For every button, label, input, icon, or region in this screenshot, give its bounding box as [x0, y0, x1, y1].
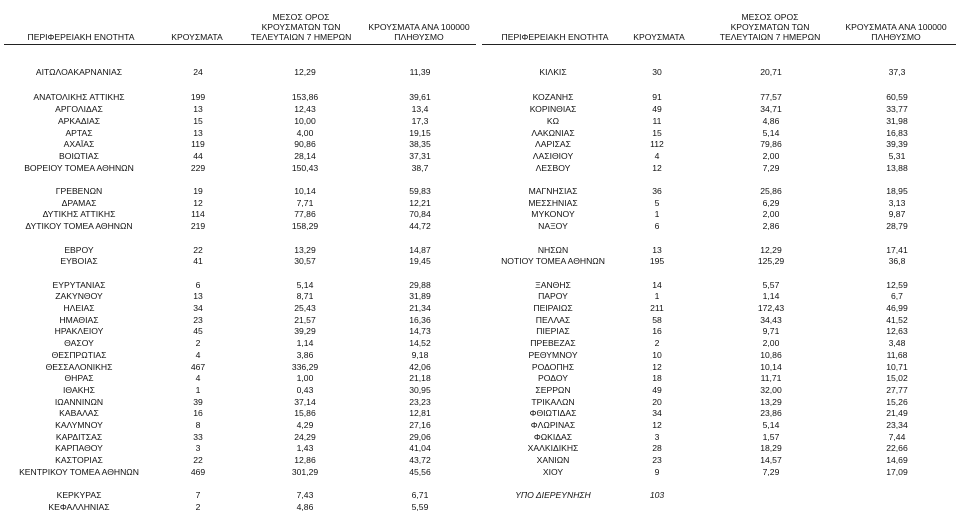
right-cell-region: ΛΑΣΙΘΙΟΥ — [532, 151, 574, 161]
left-cell-cases: 22 — [193, 245, 203, 255]
right-cell-per100k: 33,77 — [886, 104, 908, 114]
left-header-region: ΠΕΡΙΦΕΡΕΙΑΚΗ ΕΝΟΤΗΤΑ — [27, 32, 135, 42]
right-cell-avg7: 34,43 — [760, 315, 782, 325]
right-cell-avg7: 1,57 — [762, 432, 780, 442]
right-cell-region: ΚΟΖΑΝΗΣ — [532, 92, 574, 102]
right-cell-per100k: 13,88 — [886, 163, 908, 173]
right-cell-region: ΦΩΚΙΔΑΣ — [533, 432, 573, 442]
right-cell-cases: 36 — [652, 186, 662, 196]
left-cell-cases: 229 — [190, 163, 206, 173]
left-cell-avg7: 150,43 — [291, 163, 319, 173]
left-cell-cases: 8 — [195, 420, 201, 430]
left-cell-avg7: 158,29 — [291, 221, 319, 231]
left-cell-avg7: 1,43 — [296, 443, 314, 453]
right-cell-region: ΠΑΡΟΥ — [538, 291, 568, 301]
right-cell-cases: 49 — [652, 104, 662, 114]
right-cell-cases: 16 — [652, 326, 662, 336]
left-cell-cases: 45 — [193, 326, 203, 336]
right-cell-cases: 11 — [652, 116, 662, 126]
right-cell-avg7: 1,14 — [762, 291, 780, 301]
left-cell-cases: 2 — [195, 338, 201, 348]
left-cell-cases: 16 — [193, 408, 203, 418]
right-cell-per100k: 31,98 — [886, 116, 908, 126]
left-cell-cases: 114 — [191, 209, 205, 219]
left-cell-per100k: 30,95 — [409, 385, 431, 395]
left-cell-avg7: 90,86 — [294, 139, 316, 149]
left-cell-per100k: 21,18 — [409, 373, 431, 383]
left-cell-per100k: 45,56 — [409, 467, 431, 477]
left-cell-per100k: 31,89 — [409, 291, 431, 301]
left-cell-per100k: 16,36 — [409, 315, 431, 325]
right-cell-avg7: 10,14 — [760, 362, 782, 372]
right-cell-region: ΚΩ — [546, 116, 560, 126]
left-cell-cases: 3 — [195, 443, 201, 453]
left-cell-avg7: 12,29 — [294, 67, 316, 77]
right-cell-per100k: 15,02 — [886, 373, 908, 383]
right-cell-region: ΦΘΙΩΤΙΔΑΣ — [529, 408, 577, 418]
right-cell-avg7: 2,00 — [762, 151, 780, 161]
right-cell-per100k: 11,68 — [886, 350, 908, 360]
right-cell-avg7: 79,86 — [760, 139, 782, 149]
right-cell-cases: 12 — [652, 420, 662, 430]
right-cell-avg7: 32,00 — [760, 385, 782, 395]
right-cell-avg7: 6,29 — [762, 198, 780, 208]
left-cell-region: ΚΑΡΔΙΤΣΑΣ — [55, 432, 103, 442]
left-cell-avg7: 5,14 — [296, 280, 314, 290]
right-cell-per100k: 36,8 — [888, 256, 906, 266]
left-cell-cases: 34 — [193, 303, 203, 313]
left-cell-avg7: 8,71 — [296, 291, 314, 301]
left-cell-cases: 39 — [193, 397, 203, 407]
left-header-per100k-line2: ΠΛΗΘΥΣΜΟ — [394, 32, 444, 42]
right-cell-per100k: 27,77 — [886, 385, 908, 395]
right-cell-region: ΠΙΕΡΙΑΣ — [536, 326, 570, 336]
left-cell-region: ΑΡΚΑΔΙΑΣ — [57, 116, 101, 126]
right-header-avg7-line2: ΚΡΟΥΣΜΑΤΩΝ ΤΩΝ — [730, 22, 810, 32]
right-cell-region: ΧΑΛΚΙΔΙΚΗΣ — [527, 443, 579, 453]
right-cell-cases: 10 — [652, 350, 662, 360]
left-cell-avg7: 7,43 — [296, 490, 314, 500]
left-cell-avg7: 10,00 — [294, 116, 316, 126]
left-cell-region: ΕΒΡΟΥ — [64, 245, 94, 255]
right-cell-region: ΝΟΤΙΟΥ ΤΟΜΕΑ ΑΘΗΝΩΝ — [501, 256, 605, 266]
left-cell-cases: 13 — [193, 104, 203, 114]
right-cell-region: ΦΛΩΡΙΝΑΣ — [530, 420, 576, 430]
right-cell-cases: 28 — [652, 443, 662, 453]
left-cell-per100k: 38,7 — [411, 163, 429, 173]
left-cell-cases: 4 — [195, 350, 201, 360]
left-cell-region: ΚΑΡΠΑΘΟΥ — [55, 443, 103, 453]
right-cell-per100k: 16,83 — [886, 128, 908, 138]
left-cell-cases: 44 — [193, 151, 203, 161]
left-cell-avg7: 24,29 — [294, 432, 316, 442]
left-cell-cases: 23 — [193, 315, 203, 325]
right-cell-avg7: 10,86 — [760, 350, 782, 360]
left-cell-region: ΘΕΣΣΑΛΟΝΙΚΗΣ — [45, 362, 113, 372]
right-cell-cases: 1 — [654, 209, 660, 219]
right-cell-cases: 30 — [652, 67, 662, 77]
right-cell-avg7: 172,43 — [757, 303, 785, 313]
right-cell-avg7: 2,00 — [762, 338, 780, 348]
right-header-avg7 — [714, 12, 826, 42]
right-cell-avg7: 77,57 — [760, 92, 782, 102]
left-cell-region: ΚΑΒΑΛΑΣ — [59, 408, 99, 418]
left-cell-cases: 7 — [195, 490, 201, 500]
right-cell-per100k: 46,99 — [886, 303, 908, 313]
left-cell-cases: 13 — [193, 128, 203, 138]
left-cell-region: ΖΑΚΥΝΘΟΥ — [55, 291, 103, 301]
left-cell-per100k: 43,72 — [409, 455, 431, 465]
left-cell-cases: 24 — [193, 67, 203, 77]
left-cell-cases: 19 — [193, 186, 203, 196]
right-cell-per100k: 10,71 — [886, 362, 908, 372]
left-cell-cases: 2 — [195, 502, 201, 512]
right-cell-region: ΛΕΣΒΟΥ — [535, 163, 571, 173]
left-cell-cases: 1 — [195, 385, 201, 395]
left-cell-region: ΔΡΑΜΑΣ — [61, 198, 97, 208]
right-cell-cases: 195 — [649, 256, 665, 266]
left-cell-cases: 33 — [193, 432, 203, 442]
left-cell-avg7: 3,86 — [296, 350, 314, 360]
left-cell-per100k: 21,34 — [409, 303, 431, 313]
right-cell-per100k: 60,59 — [886, 92, 908, 102]
right-cell-region: ΞΑΝΘΗΣ — [535, 280, 571, 290]
right-cell-per100k: 6,7 — [891, 291, 903, 301]
left-cell-cases: 119 — [191, 139, 205, 149]
left-cell-avg7: 77,86 — [294, 209, 316, 219]
right-cell-cases: 5 — [654, 198, 660, 208]
right-cell-avg7: 20,71 — [760, 67, 782, 77]
left-header-per100k — [360, 22, 478, 42]
right-cell-avg7: 5,14 — [762, 420, 780, 430]
left-cell-region: ΚΕΦΑΛΛΗΝΙΑΣ — [48, 502, 110, 512]
left-cell-region: ΙΩΑΝΝΙΝΩΝ — [54, 397, 104, 407]
right-cell-per100k: 22,66 — [886, 443, 908, 453]
left-cell-region: ΕΥΒΟΙΑΣ — [60, 256, 98, 266]
left-cell-avg7: 336,29 — [291, 362, 319, 372]
left-cell-avg7: 37,14 — [294, 397, 316, 407]
left-cell-avg7: 4,86 — [296, 502, 314, 512]
left-cell-avg7: 12,86 — [294, 455, 316, 465]
left-cell-per100k: 14,87 — [409, 245, 431, 255]
right-cell-cases: 9 — [654, 467, 660, 477]
right-cell-region: ΡΟΔΟΥ — [538, 373, 568, 383]
left-cell-cases: 15 — [193, 116, 203, 126]
left-cell-per100k: 13,4 — [411, 104, 429, 114]
left-cell-cases: 22 — [193, 455, 203, 465]
left-cell-avg7: 301,29 — [291, 467, 319, 477]
left-header-per100k-line1: ΚΡΟΥΣΜΑΤΑ ΑΝΑ 100000 — [368, 22, 470, 32]
left-cell-region: ΗΛΕΙΑΣ — [63, 303, 95, 313]
right-cell-region: ΚΟΡΙΝΘΙΑΣ — [529, 104, 577, 114]
left-cell-region: ΗΡΑΚΛΕΙΟΥ — [54, 326, 104, 336]
left-cell-avg7: 10,14 — [294, 186, 316, 196]
right-cell-region: ΚΙΛΚΙΣ — [539, 67, 567, 77]
right-cell-cases: 211 — [650, 303, 664, 313]
right-cell-region: ΡΕΘΥΜΝΟΥ — [528, 350, 578, 360]
right-cell-per100k: 12,59 — [886, 280, 908, 290]
right-cell-avg7: 2,86 — [762, 221, 780, 231]
left-header-rule — [4, 44, 476, 45]
right-cell-cases: 12 — [652, 362, 662, 372]
left-cell-per100k: 14,52 — [409, 338, 431, 348]
right-cell-per100k: 15,26 — [886, 397, 908, 407]
right-cell-avg7: 23,86 — [760, 408, 782, 418]
right-cell-avg7: 14,57 — [760, 455, 782, 465]
left-cell-per100k: 11,39 — [409, 67, 431, 77]
left-cell-cases: 12 — [193, 198, 203, 208]
right-cell-per100k: 14,69 — [886, 455, 908, 465]
left-cell-per100k: 70,84 — [409, 209, 431, 219]
left-cell-cases: 4 — [195, 373, 201, 383]
right-cell-avg7: 11,71 — [760, 373, 782, 383]
right-cell-avg7: 13,29 — [760, 397, 782, 407]
left-cell-cases: 6 — [195, 280, 201, 290]
left-cell-per100k: 17,3 — [411, 116, 429, 126]
right-header-avg7-line1: ΜΕΣΟΣ ΟΡΟΣ — [741, 12, 799, 22]
right-cell-cases: 34 — [652, 408, 662, 418]
left-header-avg7-line1: ΜΕΣΟΣ ΟΡΟΣ — [272, 12, 330, 22]
right-cell-region: ΠΡΕΒΕΖΑΣ — [530, 338, 576, 348]
left-cell-region: ΚΕΝΤΡΙΚΟΥ ΤΟΜΕΑ ΑΘΗΝΩΝ — [19, 467, 139, 477]
left-cell-cases: 13 — [193, 291, 203, 301]
right-cell-avg7: 12,29 — [760, 245, 782, 255]
left-cell-region: ΚΑΛΥΜΝΟΥ — [55, 420, 103, 430]
left-cell-avg7: 153,86 — [291, 92, 319, 102]
left-cell-cases: 219 — [190, 221, 206, 231]
right-cell-per100k: 39,39 — [886, 139, 908, 149]
left-cell-avg7: 7,71 — [296, 198, 314, 208]
right-cell-cases: 18 — [652, 373, 662, 383]
right-cell-cases: 1 — [654, 291, 660, 301]
right-cell-avg7: 4,86 — [762, 116, 780, 126]
left-cell-region: ΚΕΡΚΥΡΑΣ — [56, 490, 102, 500]
left-cell-cases: 199 — [190, 92, 206, 102]
left-cell-per100k: 19,15 — [409, 128, 431, 138]
left-cell-region: ΑΡΓΟΛΙΔΑΣ — [55, 104, 103, 114]
left-cell-per100k: 38,35 — [409, 139, 431, 149]
right-cell-region: ΛΑΡΙΣΑΣ — [535, 139, 571, 149]
right-cell-cases: 112 — [650, 139, 664, 149]
right-cell-cases: 13 — [652, 245, 662, 255]
right-cell-avg7: 18,29 — [760, 443, 782, 453]
left-cell-region: ΘΕΣΠΡΩΤΙΑΣ — [51, 350, 107, 360]
right-cell-cases: 3 — [654, 432, 660, 442]
left-cell-region: ΒΟΡΕΙΟΥ ΤΟΜΕΑ ΑΘΗΝΩΝ — [24, 163, 134, 173]
right-cell-per100k: 17,41 — [886, 245, 908, 255]
left-cell-region: ΓΡΕΒΕΝΩΝ — [55, 186, 103, 196]
left-cell-region: ΑΡΤΑΣ — [65, 128, 93, 138]
left-cell-avg7: 13,29 — [294, 245, 316, 255]
left-cell-per100k: 9,18 — [411, 350, 429, 360]
left-cell-region: ΒΟΙΩΤΙΑΣ — [59, 151, 99, 161]
left-cell-per100k: 42,06 — [409, 362, 431, 372]
right-cell-per100k: 23,34 — [886, 420, 908, 430]
left-cell-per100k: 14,73 — [409, 326, 431, 336]
left-cell-avg7: 28,14 — [294, 151, 316, 161]
right-cell-per100k: 17,09 — [886, 467, 908, 477]
right-cell-region: ΤΡΙΚΑΛΩΝ — [531, 397, 575, 407]
right-cell-cases: 103 — [649, 490, 665, 500]
left-cell-region: ΑΙΤΩΛΟΑΚΑΡΝΑΝΙΑΣ — [35, 67, 123, 77]
left-cell-avg7: 15,86 — [294, 408, 316, 418]
right-cell-region: ΝΑΞΟΥ — [538, 221, 568, 231]
right-cell-cases: 6 — [654, 221, 660, 231]
right-cell-region: ΧΑΝΙΩΝ — [536, 455, 570, 465]
left-cell-region: ΚΑΣΤΟΡΙΑΣ — [55, 455, 103, 465]
right-cell-per100k: 9,87 — [888, 209, 906, 219]
right-header-per100k-line1: ΚΡΟΥΣΜΑΤΑ ΑΝΑ 100000 — [845, 22, 947, 32]
left-cell-avg7: 39,29 — [294, 326, 316, 336]
left-cell-cases: 469 — [190, 467, 206, 477]
right-header-per100k — [834, 22, 958, 42]
left-header-cases: ΚΡΟΥΣΜΑΤΑ — [171, 32, 223, 42]
left-cell-per100k: 29,06 — [409, 432, 431, 442]
left-cell-region: ΘΗΡΑΣ — [64, 373, 94, 383]
left-cell-per100k: 41,04 — [409, 443, 431, 453]
right-cell-avg7: 5,57 — [762, 280, 780, 290]
left-cell-avg7: 25,43 — [294, 303, 316, 313]
left-cell-avg7: 0,43 — [296, 385, 314, 395]
left-cell-avg7: 4,00 — [296, 128, 314, 138]
left-cell-avg7: 30,57 — [294, 256, 316, 266]
right-cell-cases: 20 — [652, 397, 662, 407]
right-cell-cases: 91 — [652, 92, 662, 102]
left-cell-per100k: 6,71 — [411, 490, 429, 500]
right-cell-per100k: 37,3 — [888, 67, 906, 77]
left-cell-per100k: 27,16 — [409, 420, 431, 430]
right-cell-avg7: 7,29 — [762, 467, 780, 477]
right-cell-per100k: 28,79 — [886, 221, 908, 231]
right-cell-region: ΧΙΟΥ — [542, 467, 564, 477]
right-cell-region: ΛΑΚΩΝΙΑΣ — [531, 128, 575, 138]
left-cell-region: ΑΝΑΤΟΛΙΚΗΣ ΑΤΤΙΚΗΣ — [33, 92, 125, 102]
left-cell-per100k: 23,23 — [409, 397, 431, 407]
right-cell-region: ΡΟΔΟΠΗΣ — [531, 362, 575, 372]
right-cell-cases: 12 — [652, 163, 662, 173]
right-header-per100k-line2: ΠΛΗΘΥΣΜΟ — [871, 32, 921, 42]
left-cell-per100k: 12,21 — [409, 198, 431, 208]
right-cell-region: ΜΥΚΟΝΟΥ — [531, 209, 575, 219]
left-cell-cases: 467 — [190, 362, 206, 372]
left-cell-region: ΙΘΑΚΗΣ — [63, 385, 95, 395]
right-cell-cases: 15 — [652, 128, 662, 138]
left-header-avg7-line2: ΚΡΟΥΣΜΑΤΩΝ ΤΩΝ — [261, 22, 341, 32]
left-cell-region: ΘΑΣΟΥ — [64, 338, 94, 348]
right-cell-cases: 58 — [652, 315, 662, 325]
right-cell-cases: 49 — [652, 385, 662, 395]
left-cell-region: ΔΥΤΙΚΟΥ ΤΟΜΕΑ ΑΘΗΝΩΝ — [25, 221, 133, 231]
right-cell-per100k: 21,49 — [886, 408, 908, 418]
left-cell-avg7: 4,29 — [296, 420, 314, 430]
right-cell-region: ΥΠΟ ΔΙΕΡΕΥΝΗΣΗ — [515, 490, 591, 500]
right-header-rule — [482, 44, 956, 45]
right-cell-per100k: 5,31 — [888, 151, 906, 161]
right-cell-avg7: 7,29 — [762, 163, 780, 173]
left-cell-avg7: 12,43 — [294, 104, 316, 114]
right-cell-avg7: 9,71 — [762, 326, 780, 336]
right-cell-cases: 23 — [652, 455, 662, 465]
left-cell-per100k: 29,88 — [409, 280, 431, 290]
right-cell-region: ΠΕΛΛΑΣ — [535, 315, 571, 325]
left-cell-per100k: 39,61 — [409, 92, 431, 102]
right-cell-per100k: 18,95 — [886, 186, 908, 196]
left-cell-per100k: 19,45 — [409, 256, 431, 266]
right-cell-per100k: 3,13 — [888, 198, 906, 208]
right-cell-region: ΠΕΙΡΑΙΩΣ — [533, 303, 573, 313]
right-cell-avg7: 5,14 — [762, 128, 780, 138]
right-cell-region: ΣΕΡΡΩΝ — [535, 385, 571, 395]
left-cell-cases: 41 — [193, 256, 203, 266]
right-cell-cases: 14 — [652, 280, 662, 290]
right-cell-cases: 2 — [654, 338, 660, 348]
right-header-cases: ΚΡΟΥΣΜΑΤΑ — [633, 32, 685, 42]
left-cell-avg7: 21,57 — [294, 315, 316, 325]
right-cell-cases: 4 — [654, 151, 660, 161]
left-cell-region: ΕΥΡΥΤΑΝΙΑΣ — [52, 280, 106, 290]
left-cell-per100k: 5,59 — [411, 502, 429, 512]
left-cell-avg7: 1,00 — [296, 373, 314, 383]
right-cell-per100k: 12,63 — [886, 326, 908, 336]
left-header-avg7 — [245, 12, 357, 42]
left-cell-avg7: 1,14 — [296, 338, 314, 348]
right-cell-region: ΜΕΣΣΗΝΙΑΣ — [528, 198, 578, 208]
right-cell-per100k: 41,52 — [886, 315, 908, 325]
right-cell-region: ΜΑΓΝΗΣΙΑΣ — [528, 186, 578, 196]
left-header-avg7-line3: ΤΕΛΕΥΤΑΙΩΝ 7 ΗΜΕΡΩΝ — [250, 32, 352, 42]
left-cell-per100k: 12,81 — [409, 408, 431, 418]
right-cell-region: ΝΗΣΩΝ — [537, 245, 569, 255]
left-cell-region: ΔΥΤΙΚΗΣ ΑΤΤΙΚΗΣ — [42, 209, 116, 219]
right-cell-avg7: 25,86 — [760, 186, 782, 196]
right-cell-avg7: 2,00 — [762, 209, 780, 219]
left-cell-region: ΗΜΑΘΙΑΣ — [59, 315, 99, 325]
right-cell-per100k: 7,44 — [888, 432, 906, 442]
right-header-avg7-line3: ΤΕΛΕΥΤΑΙΩΝ 7 ΗΜΕΡΩΝ — [719, 32, 821, 42]
left-cell-per100k: 37,31 — [409, 151, 431, 161]
left-cell-per100k: 59,83 — [409, 186, 431, 196]
right-cell-avg7: 34,71 — [760, 104, 782, 114]
right-header-region: ΠΕΡΙΦΕΡΕΙΑΚΗ ΕΝΟΤΗΤΑ — [501, 32, 609, 42]
left-cell-per100k: 44,72 — [409, 221, 431, 231]
right-cell-avg7: 125,29 — [757, 256, 785, 266]
right-cell-per100k: 3,48 — [888, 338, 906, 348]
left-cell-region: ΑΧΑΪΑΣ — [63, 139, 95, 149]
